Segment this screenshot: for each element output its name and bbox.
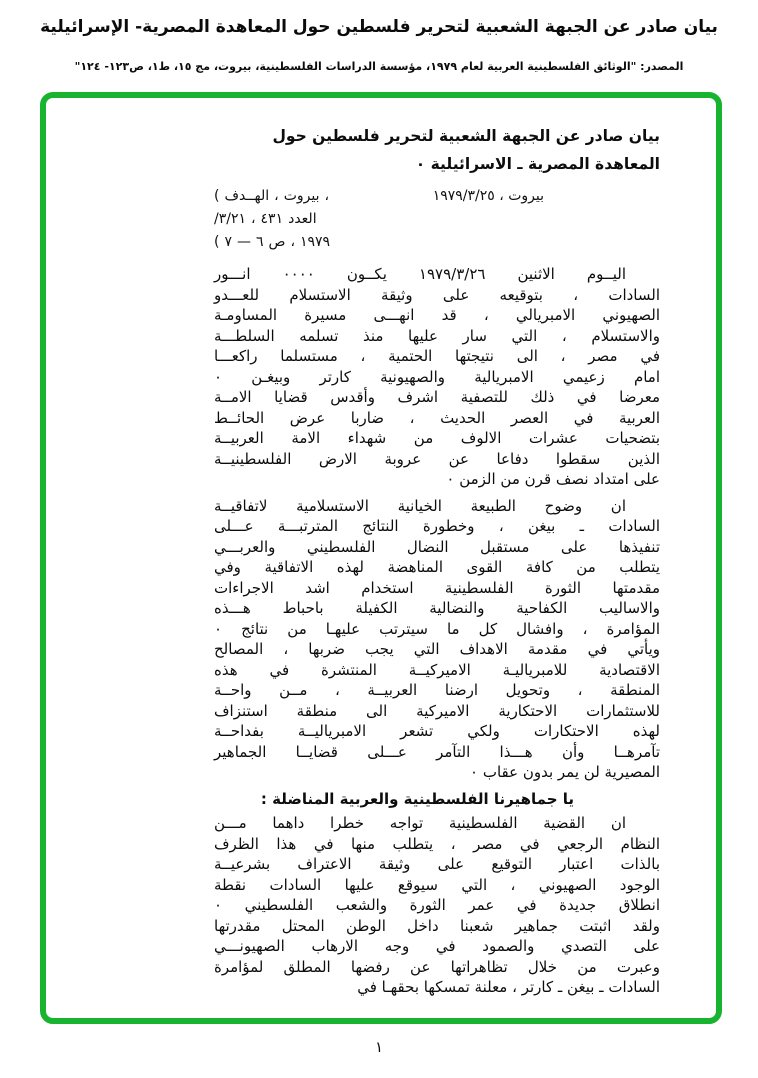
paragraph-line: يتطلب من كافة القوى المناهضة لهذه الاتفاقية وفي: [214, 558, 660, 576]
paragraph-line: انطلاق جديدة في عمر الثورة والشعب الفلسطيني ٠: [214, 896, 660, 914]
paragraph-line: مقدمتها الثورة الفلسطينية استخدام اشد الاجراءات: [214, 578, 660, 597]
citation-line: [214, 185, 330, 208]
body-paragraph: [214, 813, 660, 998]
page-header-title: بيان صادر عن الجبهة الشعبية لتحرير فلسطين حول المعاهدة المصرية- الإسرائيلية: [40, 17, 718, 37]
document-title-line: المعاهدة المصرية ـ الاسرائيلية ٠: [415, 155, 660, 173]
citation-token: ،: [324, 188, 330, 204]
paragraph-line: والاستسلام ، التي سار عليها منذ تسلمه السلطـــة: [214, 326, 660, 345]
paragraph-line: تآمرهــا وأن هـــذا التآمر عـــلى قضايــا الجماهير: [214, 742, 660, 761]
paragraph-line: الذين سقطوا دفاعا عن عروبة الارض الفلسطينيــة: [214, 449, 660, 468]
paragraph-line: المنطقة ، وتحويل ارضنا العربيــة ، مــن واحــة: [214, 681, 660, 699]
paragraph-line: على التصدي والصمود في وجه الارهاب الصهيونـــي: [214, 937, 660, 955]
citation-token: /٣/٢١: [214, 211, 246, 227]
page-number: ١: [374, 1038, 384, 1056]
paragraph-line: السادات ـ بيغن ، وخطورة النتائج المترتبـــة عـــلى: [214, 517, 660, 535]
document-body: [214, 264, 660, 998]
paragraph-line: معرضا في ذلك للتصفية اشرف وأقدس قضايا الامــة: [214, 388, 660, 406]
page-header-source: المصدر: "الوثائق الفلسطينية العربية لعام ١٩٧٩، مؤسسة الدراسات الفلسطينية، بيروت، مج ١٥، ط١، ص١٢٣- ١٢٤": [74, 60, 684, 73]
citation-token: ص: [268, 234, 286, 250]
citation-line: [214, 231, 330, 254]
document-title-line: بيان صادر عن الجبهة الشعبية لتحرير فلسطين حول: [272, 127, 660, 145]
citation-token: ٧: [224, 234, 232, 250]
document-title: [214, 122, 660, 178]
paragraph-line: بتضحيات عشرات الالوف من شهداء الامة العربيــة: [214, 429, 660, 447]
document-content: [214, 122, 660, 1004]
document-frame: [40, 92, 722, 1024]
citation-token: الهــدف: [224, 188, 270, 204]
citation-token: ٦: [256, 234, 264, 250]
citation-token: ،: [290, 234, 295, 250]
paragraph-line: بالذات اعتبار التوقيع على وثيقة الاعتراف بشرعيــة: [214, 855, 660, 873]
paragraph-line: ان وضوح الطبيعة الخيانية الاستسلامية لاتفاقيــة: [214, 496, 626, 515]
citation: [214, 185, 330, 254]
citation-line: [214, 208, 330, 231]
paragraph-line: ويأتي في مقدمة الاهداف التي يجب ضربها ، المصالح: [214, 640, 660, 658]
paragraph-line: تنفيذها على مستقبل النضال الفلسطيني والعربـــي: [214, 537, 660, 556]
paragraph-line: المؤامرة ، وافشال كل ما سيترتب عليهـا من نتائج ٠: [214, 619, 660, 638]
citation-token: ،: [251, 211, 256, 227]
paragraph-line: لهذه الاحتكارات ولكي تشعر الامبرياليــة بفداحــة: [214, 722, 660, 740]
paragraph-line: امام زعيمي الامبريالية والصهيونية كارتر وبيغـن ٠: [214, 367, 660, 386]
paragraph-line: الاقتصادية للامبرياليـة الاميركيــة المنتشرة في هذه: [214, 660, 660, 679]
citation-token: ،: [274, 188, 279, 204]
paragraph-line: للاستثمارات الاحتكارية الاميركية الى منطقة استنزاف: [214, 701, 660, 720]
citation-token: ١٩٧٩: [300, 234, 331, 250]
place-date: بيروت ، ١٩٧٩/٣/٢٥: [432, 188, 544, 204]
body-paragraph: [214, 264, 660, 490]
paragraph-line: والاساليب الكفاحية والنضالية الكفيلة باحباط هـــذه: [214, 599, 660, 617]
paragraph-line: وعبرت من خلال تظاهراتها عن رفضها المطلق لمؤامرة: [214, 957, 660, 976]
paragraph-line: ولقد اثبتت جماهير شعبنا داخل الوطن المحتل مقدرتها: [214, 916, 660, 935]
citation-token: بيروت: [283, 188, 320, 204]
paragraph-line: على امتداد نصف قرن من الزمن ٠: [446, 470, 660, 488]
paragraph-line: النظام الرجعي في مصر ، يتطلب منها في هذا الظرف: [214, 834, 660, 853]
paragraph-line: في مصر ، الى نتيجتها الحتمية ، مستسلما راكعـــا: [214, 347, 660, 365]
paragraph-line: ان القضية الفلسطينية تواجه خطرا داهما مـــن: [214, 814, 626, 832]
paragraph-line: السادات ـ بيغن ـ كارتر ، معلنة تمسكها بحقهـا في: [357, 978, 660, 996]
paragraph-line: الوجود الصهيوني ، التي سيوقع عليها السادات نقطة: [214, 875, 660, 894]
section-heading: يا جماهيرنا الفلسطينية والعربية المناضلة :: [260, 789, 574, 808]
paragraph-line: السادات ، بتوقيعه على وثيقة الاستسلام للعـــدو: [214, 285, 660, 304]
paragraph-line: الصهيوني الامبريالي ، قد انهـــى مسيرة المساومـة: [214, 306, 660, 324]
citation-token: العدد: [288, 211, 317, 227]
citation-token: ٤٣١: [260, 211, 284, 227]
citation-token: —: [237, 234, 251, 250]
paragraph-line: اليــوم الاثنين ١٩٧٩/٣/٢٦ يكــون ٠٠٠٠ انـــور: [214, 265, 626, 283]
body-paragraph: [214, 496, 660, 783]
paragraph-line: العربية في العصر الحديث ، ضاربا عرض الحائــط: [214, 408, 660, 427]
paragraph-line: المصيرية لن يمر بدون عقاب ٠: [470, 763, 660, 781]
citation-token: (: [214, 188, 220, 204]
citation-token: (: [214, 234, 220, 250]
dateline: [214, 185, 660, 259]
